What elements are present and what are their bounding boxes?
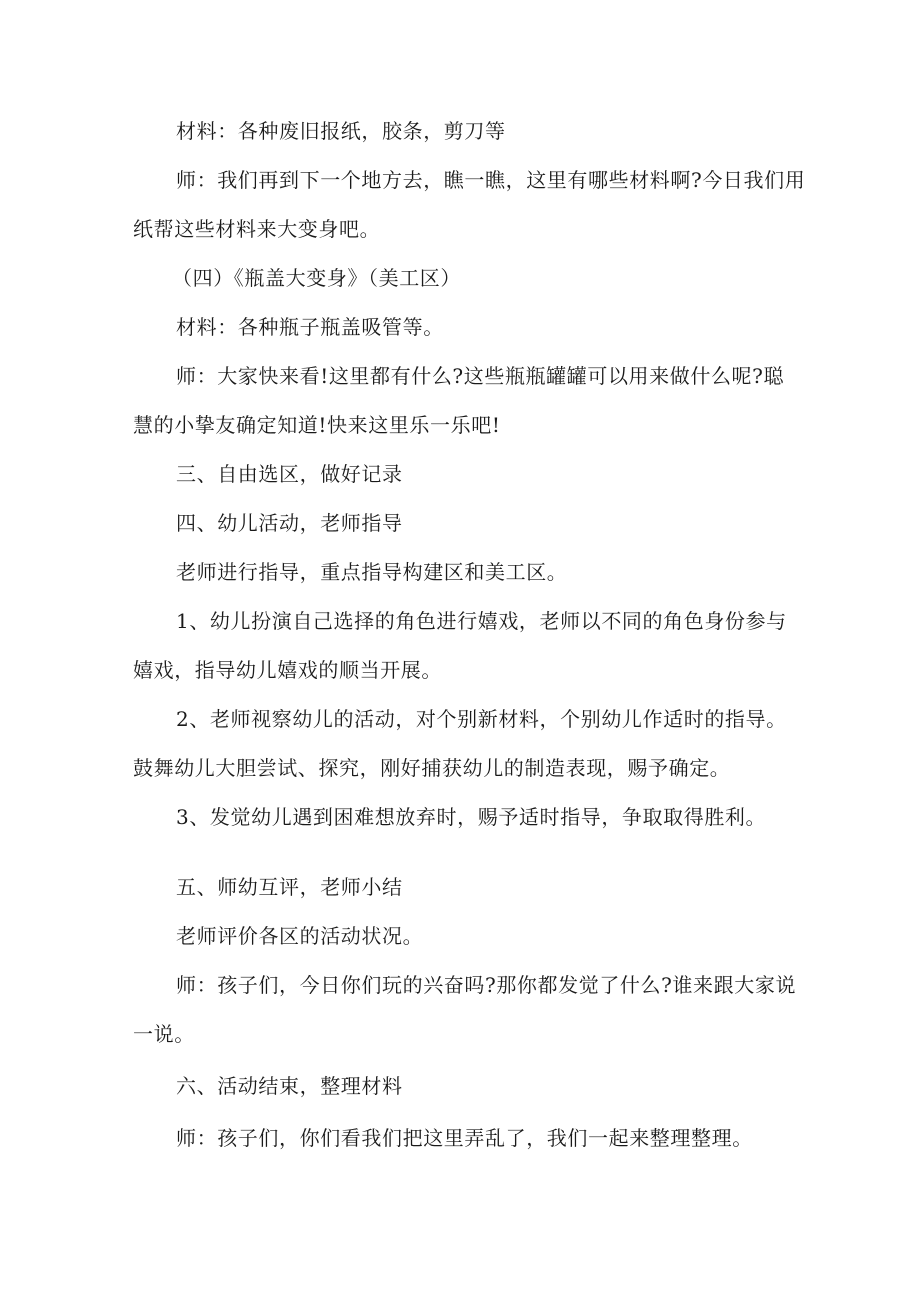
text-line-materials-bottles: 材料：各种瓶子瓶盖吸管等。 — [176, 315, 444, 339]
text-line-item-2-cont: 鼓舞幼儿大胆尝试、探究，刚好捕获幼儿的制造表现，赐予确定。 — [133, 756, 731, 780]
section-heading-activity-end: 六、活动结束，整理材料 — [176, 1074, 403, 1098]
text-line-teacher-question: 师：孩子们，今日你们玩的兴奋吗?那你都发觉了什么?谁来跟大家说 — [176, 973, 797, 997]
text-line-teacher-look: 师：大家快来看!这里都有什么?这些瓶瓶罐罐可以用来做什么呢?聪 — [176, 364, 785, 388]
text-line-item-3: 3、发觉幼儿遇到困难想放弃时，赐予适时指导，争取取得胜利。 — [176, 805, 767, 829]
text-line-teacher-guidance: 老师进行指导，重点指导构建区和美工区。 — [176, 560, 568, 584]
text-line-teacher-look-cont: 慧的小挚友确定知道!快来这里乐一乐吧! — [133, 413, 501, 437]
section-heading-bottle-cap: （四）《瓶盖大变身》（美工区） — [172, 266, 461, 290]
section-heading-free-choice: 三、自由选区，做好记录 — [176, 462, 403, 486]
text-line-teacher-next-place-cont: 纸帮这些材料来大变身吧。 — [133, 217, 381, 241]
section-heading-child-activity: 四、幼儿活动，老师指导 — [176, 511, 403, 535]
text-line-item-1: 1、幼儿扮演自己选择的角色进行嬉戏，老师以不同的角色身份参与 — [176, 609, 787, 633]
text-line-teacher-evaluate: 老师评价各区的活动状况。 — [176, 924, 424, 948]
text-line-item-1-cont: 嬉戏，指导幼儿嬉戏的顺当开展。 — [133, 658, 442, 682]
text-line-teacher-question-cont: 一说。 — [133, 1022, 195, 1046]
section-heading-review: 五、师幼互评，老师小结 — [176, 875, 403, 899]
text-line-teacher-tidy-up: 师：孩子们，你们看我们把这里弄乱了，我们一起来整理整理。 — [176, 1126, 753, 1150]
text-line-item-2: 2、老师视察幼儿的活动，对个别新材料，个别幼儿作适时的指导。 — [176, 707, 787, 731]
text-line-teacher-next-place: 师：我们再到下一个地方去，瞧一瞧，这里有哪些材料啊?今日我们用 — [176, 168, 806, 192]
text-line-materials-newspaper: 材料：各种废旧报纸，胶条，剪刀等 — [176, 119, 506, 143]
